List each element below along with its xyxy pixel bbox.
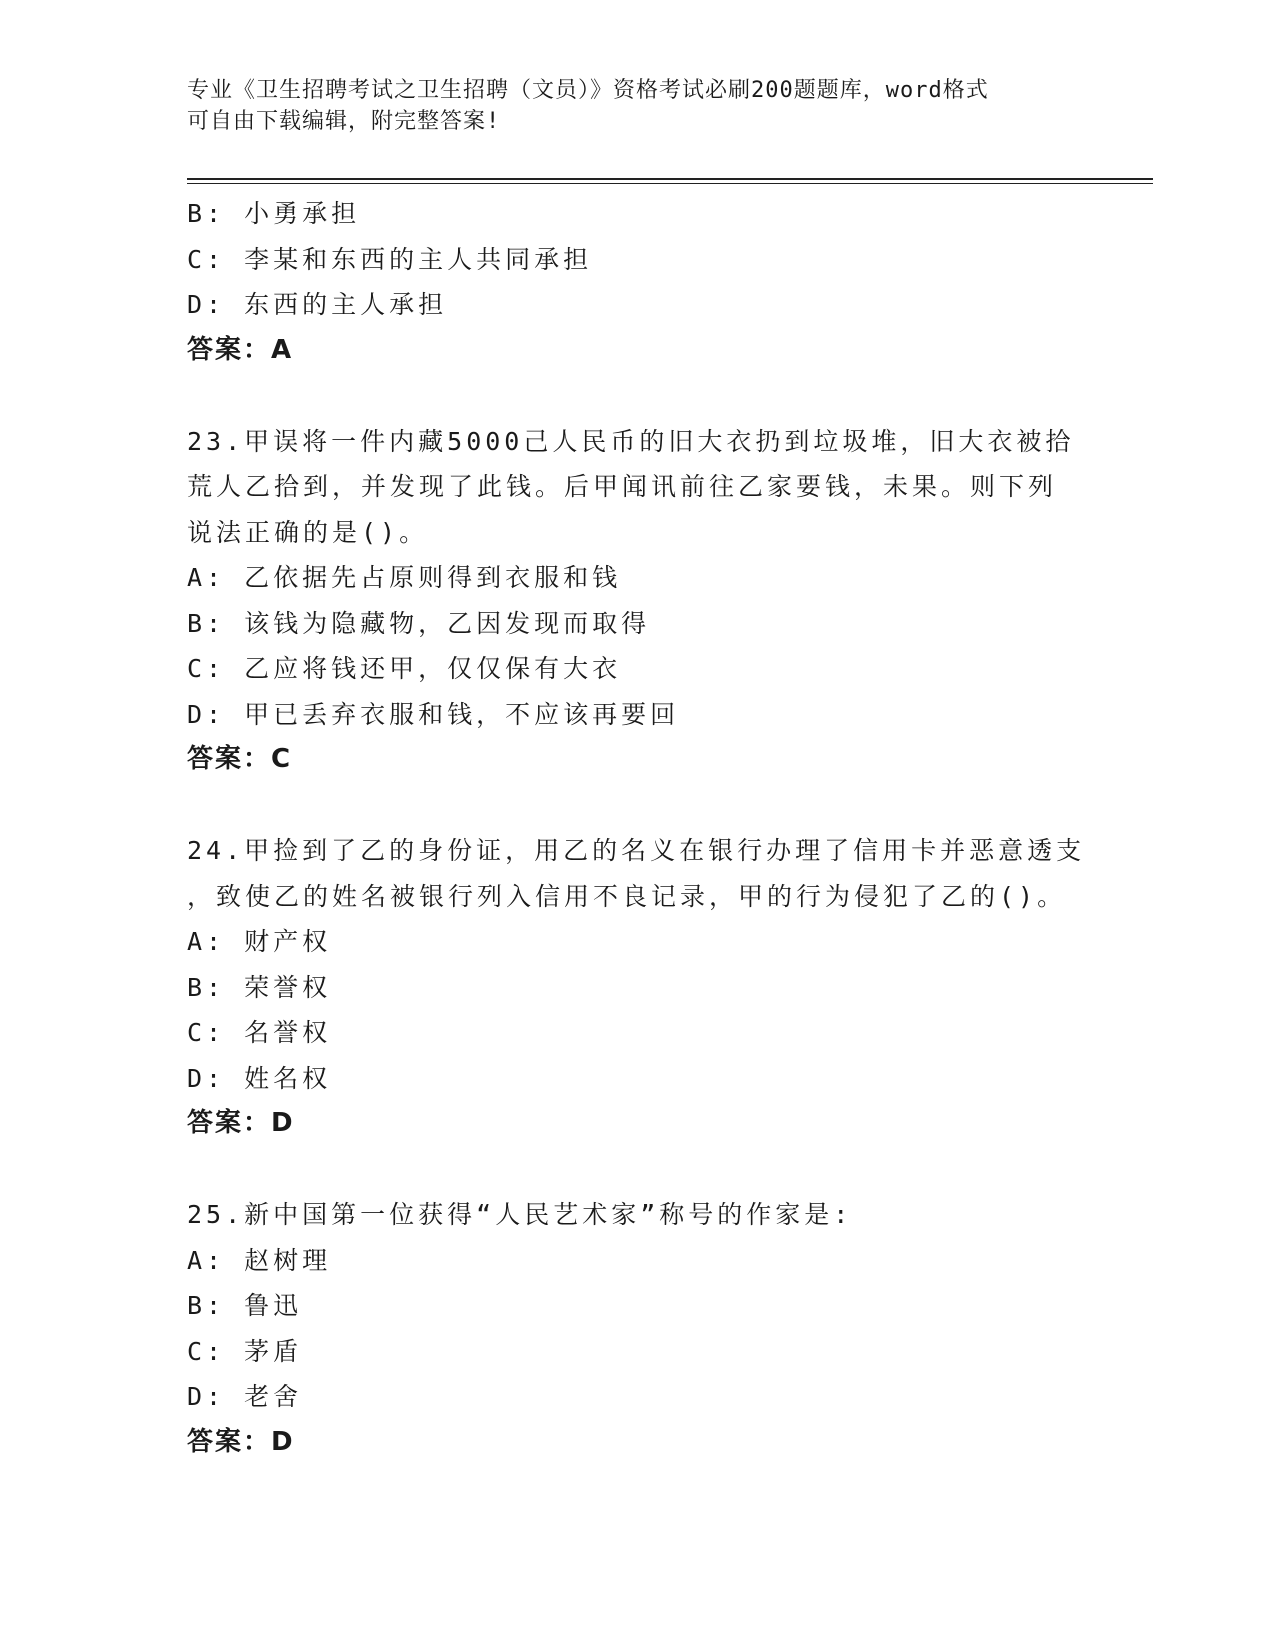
- spacer: [187, 783, 1087, 829]
- option-d: D: 甲已丢弃衣服和钱，不应该再要回: [187, 699, 680, 729]
- option-a: A: 赵树理: [187, 1245, 332, 1275]
- option-a: A: 财产权: [187, 927, 332, 956]
- question-stem-line: 23.甲误将一件内藏5000己人民币的旧大衣扔到垃圾堆，旧大衣被拾: [187, 426, 1075, 456]
- header-divider-thin: [187, 183, 1153, 184]
- question-25: [187, 1192, 1087, 1465]
- question-stem-line: ，致使乙的姓名被银行列入信用不良记录，甲的行为侵犯了乙的()。: [187, 881, 1067, 911]
- option-c: C: 名誉权: [187, 1018, 332, 1047]
- header-divider-thick: [187, 178, 1153, 180]
- option-b: B: 小勇承担: [187, 199, 361, 228]
- spacer: [187, 373, 1087, 419]
- header-line-1: 专业《卫生招聘考试之卫生招聘（文员）》资格考试必刷200题题库，word格式: [187, 78, 989, 103]
- question-24: [187, 828, 1087, 1147]
- answer-line: 答案：A: [187, 334, 294, 365]
- option-a: A: 乙依据先占原则得到衣服和钱: [187, 563, 622, 592]
- option-d: D: 东西的主人承担: [187, 290, 448, 319]
- question-stem-line: 24.甲捡到了乙的身份证，用乙的名义在银行办理了信用卡并恶意透支: [187, 836, 1086, 865]
- spacer: [187, 1147, 1087, 1193]
- question-stem-line: 25.新中国第一位获得“人民艺术家”称号的作家是:: [187, 1200, 853, 1229]
- document-header: [187, 75, 1087, 137]
- option-d: D: 老舍: [187, 1382, 303, 1411]
- question-stem-line: 荒人乙拾到，并发现了此钱。后甲闻讯前往乙家要钱，未果。则下列: [187, 472, 1058, 501]
- question-list: [187, 191, 1087, 1465]
- question-22-tail: [187, 191, 1087, 373]
- answer-line: 答案：C: [187, 744, 293, 774]
- option-c: C: 乙应将钱还甲，仅仅保有大衣: [187, 654, 622, 683]
- option-d: D: 姓名权: [187, 1063, 332, 1093]
- header-line-2: 可自由下载编辑，附完整答案!: [187, 109, 501, 134]
- question-23: [187, 419, 1087, 783]
- option-b: B: 该钱为隐藏物，乙因发现而取得: [187, 608, 651, 638]
- answer-line: 答案：D: [187, 1108, 295, 1138]
- answer-line: 答案：D: [187, 1426, 295, 1457]
- question-stem-line: 说法正确的是()。: [187, 517, 429, 547]
- option-b: B: 鲁迅: [187, 1291, 303, 1320]
- option-c: C: 茅盾: [187, 1336, 303, 1366]
- option-b: B: 荣誉权: [187, 972, 332, 1002]
- option-c: C: 李某和东西的主人共同承担: [187, 244, 593, 274]
